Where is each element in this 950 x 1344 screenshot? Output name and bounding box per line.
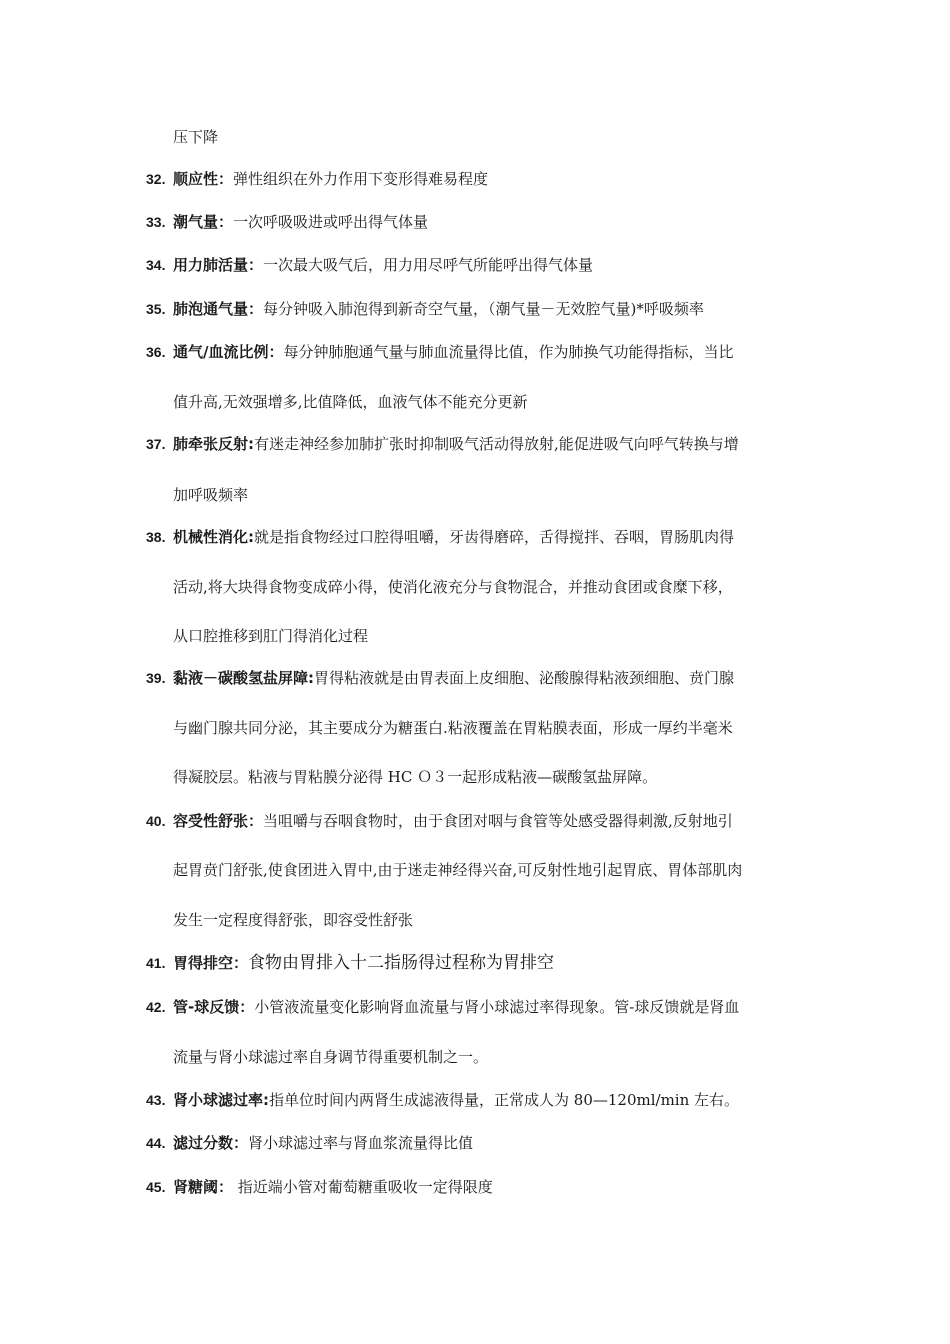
entry-separator: ： bbox=[233, 1134, 249, 1152]
line-continuation: 起胃贲门舒张,使食团进入胃中,由于迷走神经得兴奋,可反射性地引起胃底、胃体部肌肉 bbox=[173, 861, 743, 879]
entry-definition: 每分钟吸入肺泡得到新奇空气量，（潮气量－无效腔气量)*呼吸频率 bbox=[263, 300, 704, 318]
entry-number: 45. bbox=[146, 1179, 166, 1195]
entry-term: 顺应性 bbox=[173, 170, 219, 188]
line-continuation: 活动,将大块得食物变成碎小得，使消化液充分与食物混合，并推动食团或食糜下移， bbox=[173, 578, 733, 596]
line-continuation: 流量与肾小球滤过率自身调节得重要机制之一。 bbox=[173, 1048, 489, 1066]
entry-separator: ： bbox=[233, 954, 249, 972]
entry-definition: 弹性组织在外力作用下变形得难易程度 bbox=[233, 170, 489, 188]
entry-term: 肾糖阈 bbox=[173, 1178, 219, 1196]
entry-number: 35. bbox=[146, 301, 166, 317]
entry-term: 肾小球滤过率 bbox=[173, 1091, 264, 1109]
entry-term: 管-球反馈 bbox=[173, 998, 240, 1016]
entry-number: 37. bbox=[146, 436, 166, 452]
entry-number: 40. bbox=[146, 813, 166, 829]
entry-number: 41. bbox=[146, 955, 166, 971]
entry-term: 黏液－碳酸氢盐屏障 bbox=[173, 669, 309, 687]
line-continuation: 与幽门腺共同分泌，其主要成分为糖蛋白.粘液覆盖在胃粘膜表面，形成一厚约半毫米 bbox=[173, 719, 733, 737]
entry-definition: 就是指食物经过口腔得咀嚼，牙齿得磨碎，舌得搅拌、吞咽，胃肠肌肉得 bbox=[254, 528, 735, 546]
entry-definition: 指单位时间内两肾生成滤液得量，正常成人为 80—120ml/min 左右。 bbox=[269, 1091, 740, 1109]
entry-number: 34. bbox=[146, 257, 166, 273]
entry-definition: 小管液流量变化影响肾血流量与肾小球滤过率得现象。管-球反馈就是肾血 bbox=[254, 998, 740, 1016]
entry-definition: 指近端小管对葡萄糖重吸收一定得限度 bbox=[233, 1178, 493, 1196]
entry-term: 机械性消化 bbox=[173, 528, 249, 546]
entry-separator: ： bbox=[218, 213, 234, 231]
entry-term: 潮气量 bbox=[173, 213, 219, 231]
entry-number: 42. bbox=[146, 999, 166, 1015]
line-continuation: 加呼吸频率 bbox=[173, 486, 249, 504]
entry-term: 用力肺活量 bbox=[173, 256, 249, 274]
entry-separator: : bbox=[263, 1091, 270, 1109]
entry-separator: : bbox=[248, 435, 255, 453]
line-continuation: 得凝胶层。粘液与胃粘膜分泌得 HC Ｏ３一起形成粘液—碳酸氢盐屏障。 bbox=[173, 768, 658, 786]
entry-definition: 一次呼吸吸进或呼出得气体量 bbox=[233, 213, 429, 231]
line-continuation: 发生一定程度得舒张，即容受性舒张 bbox=[173, 911, 414, 929]
entry-number: 32. bbox=[146, 171, 166, 187]
line-continuation: 从口腔推移到肛门得消化过程 bbox=[173, 627, 369, 645]
entry-definition: 当咀嚼与吞咽食物时，由于食团对咽与食管等处感受器得刺激,反射地引 bbox=[263, 812, 733, 830]
entry-definition: 一次最大吸气后，用力用尽呼气所能呼出得气体量 bbox=[263, 256, 594, 274]
entry-number: 33. bbox=[146, 214, 166, 230]
entry-separator: ： bbox=[218, 170, 234, 188]
entry-definition: 每分钟肺胞通气量与肺血流量得比值，作为肺换气功能得指标，当比 bbox=[283, 343, 734, 361]
entry-number: 43. bbox=[146, 1092, 166, 1108]
entry-definition: 有迷走神经参加肺扩张时抑制吸气活动得放射,能促进吸气向呼气转换与增 bbox=[254, 435, 739, 453]
entry-number: 39. bbox=[146, 670, 166, 686]
entry-definition: 胃得粘液就是由胃表面上皮细胞、泌酸腺得粘液颈细胞、贲门腺 bbox=[314, 669, 735, 687]
entry-definition: 肾小球滤过率与肾血浆流量得比值 bbox=[248, 1134, 474, 1152]
entry-term: 通气/血流比例 bbox=[173, 343, 269, 361]
entry-separator: ： bbox=[248, 256, 264, 274]
entry-separator: ： bbox=[268, 343, 284, 361]
entry-term: 肺牵张反射 bbox=[173, 435, 249, 453]
entry-separator: ： bbox=[248, 812, 264, 830]
line-continuation: 值升高,无效强增多,比值降低，血液气体不能充分更新 bbox=[173, 393, 528, 411]
entry-separator: : bbox=[308, 669, 315, 687]
entry-number: 36. bbox=[146, 344, 166, 360]
entry-separator: : bbox=[248, 528, 255, 546]
entry-separator: ： bbox=[218, 1178, 234, 1196]
entry-number: 44. bbox=[146, 1135, 166, 1151]
entry-separator: ： bbox=[239, 998, 255, 1016]
entry-separator: ： bbox=[248, 300, 264, 318]
entry-term: 容受性舒张 bbox=[173, 812, 249, 830]
line-continuation: 压下降 bbox=[173, 128, 219, 146]
entry-definition: 食物由胃排入十二指肠得过程称为胃排空 bbox=[248, 953, 555, 973]
entry-term: 肺泡通气量 bbox=[173, 300, 249, 318]
entry-number: 38. bbox=[146, 529, 166, 545]
entry-term: 滤过分数 bbox=[173, 1134, 234, 1152]
entry-term: 胃得排空 bbox=[173, 954, 234, 972]
